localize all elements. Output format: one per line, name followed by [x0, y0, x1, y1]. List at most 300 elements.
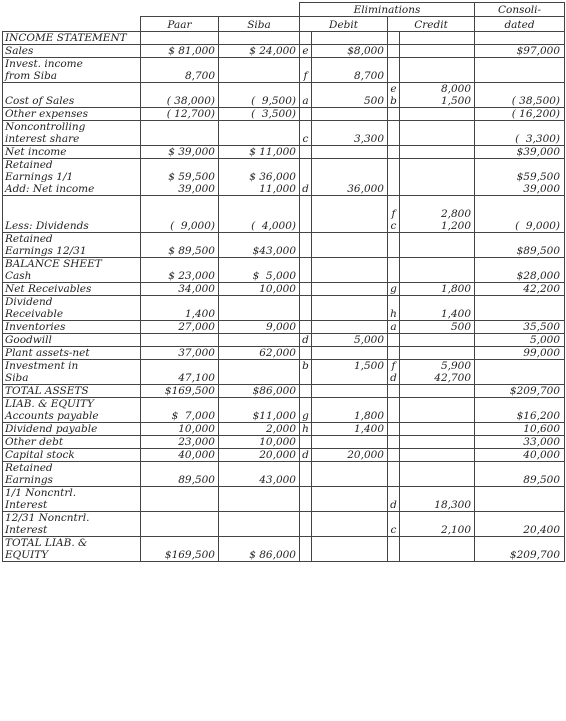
- credit-entry-key: [388, 436, 400, 449]
- row-label: [3, 196, 141, 233]
- siba-value: [219, 512, 300, 537]
- credit-entry-key: [388, 347, 400, 360]
- siba-value: [219, 398, 300, 423]
- row-label-line: LIAB. & EQUITY: [5, 398, 94, 410]
- paar-value: [141, 258, 219, 283]
- credit-entry-key: [388, 146, 400, 159]
- table-row: [3, 108, 565, 121]
- consolidated-value-line: $59,500: [516, 171, 561, 183]
- paar-value-line: $169,500: [164, 385, 215, 397]
- consolidated-value-line: 40,000: [523, 449, 561, 461]
- debit-value: [312, 398, 388, 423]
- credit-entry-key: [388, 512, 400, 537]
- row-label-line: Capital stock: [5, 449, 75, 461]
- credit-value: [400, 385, 475, 398]
- table-row: [3, 159, 565, 196]
- consolidated-value-line: 39,000: [523, 183, 561, 195]
- consolidated-value: [475, 347, 565, 360]
- paar-value-line: ( 9,000): [170, 220, 215, 232]
- debit-entry-key: [300, 449, 312, 462]
- row-label-line: Interest: [5, 524, 48, 536]
- row-label: [3, 296, 141, 321]
- table-row: [3, 347, 565, 360]
- consolidated-value: [475, 159, 565, 196]
- row-label-line: Interest: [5, 499, 48, 511]
- paar-value: [141, 146, 219, 159]
- credit-entry-key: [388, 462, 400, 487]
- siba-value: [219, 121, 300, 146]
- consolidated-value: [475, 146, 565, 159]
- credit-value: [400, 436, 475, 449]
- debit-entry-key-line: g: [302, 410, 309, 422]
- consolidated-value-line: 5,000: [529, 334, 561, 346]
- row-label: [3, 385, 141, 398]
- consolidated-value: [475, 487, 565, 512]
- paar-value: [141, 537, 219, 562]
- consolidated-value: [475, 196, 565, 233]
- consolidated-value: [475, 121, 565, 146]
- paar-value-line: 27,000: [178, 321, 215, 333]
- paar-value-line: 40,000: [178, 449, 215, 461]
- row-label-line: Earnings: [5, 474, 53, 486]
- consolidated-value-line: 35,500: [523, 321, 561, 333]
- credit-entry-key-line: e: [390, 83, 397, 95]
- row-label-line: Plant assets-net: [5, 347, 90, 359]
- debit-entry-key-line: c: [302, 133, 309, 145]
- row-label-line: Retained: [5, 159, 53, 171]
- row-label: [3, 233, 141, 258]
- siba-value: [219, 537, 300, 562]
- table-row: [3, 385, 565, 398]
- credit-value: [400, 283, 475, 296]
- debit-entry-key: [300, 537, 312, 562]
- header-debit: Debit: [300, 17, 388, 32]
- row-label: [3, 462, 141, 487]
- table-row: [3, 83, 565, 108]
- paar-value-line: $ 23,000: [168, 270, 215, 282]
- debit-entry-key-line: d: [302, 183, 309, 195]
- credit-value: [400, 121, 475, 146]
- table-row: [3, 398, 565, 423]
- credit-value: [400, 512, 475, 537]
- credit-entry-key: [388, 159, 400, 196]
- debit-value: [312, 258, 388, 283]
- header-consolidated-line2: dated: [475, 17, 565, 32]
- debit-entry-key-line: d: [302, 334, 309, 346]
- debit-entry-key: [300, 159, 312, 196]
- siba-value: [219, 108, 300, 121]
- row-label: [3, 334, 141, 347]
- debit-value-line: 8,700: [353, 70, 384, 82]
- table-row: [3, 146, 565, 159]
- row-label-line: Siba: [5, 372, 29, 384]
- debit-entry-key-line: b: [302, 360, 309, 372]
- table-row: [3, 283, 565, 296]
- debit-value-line: 1,800: [353, 410, 384, 422]
- credit-value: [400, 258, 475, 283]
- credit-entry-key: [388, 487, 400, 512]
- siba-value-line: $ 36,000: [249, 171, 296, 183]
- debit-value: [312, 58, 388, 83]
- siba-value-line: $ 11,000: [249, 146, 296, 158]
- debit-value-line: 5,000: [353, 334, 384, 346]
- debit-entry-key: [300, 360, 312, 385]
- row-label-line: 12/31 Noncntrl.: [5, 512, 90, 524]
- paar-value: [141, 398, 219, 423]
- siba-value-line: ( 3,500): [251, 108, 296, 120]
- debit-value: [312, 385, 388, 398]
- paar-value: [141, 360, 219, 385]
- paar-value-line: $ 7,000: [171, 410, 215, 422]
- credit-value: [400, 159, 475, 196]
- debit-entry-key: [300, 321, 312, 334]
- table-row: [3, 512, 565, 537]
- row-label: [3, 398, 141, 423]
- credit-entry-key-line: f: [391, 208, 396, 220]
- debit-value: [312, 436, 388, 449]
- table-row: [3, 258, 565, 283]
- debit-entry-key: [300, 58, 312, 83]
- paar-value: [141, 423, 219, 436]
- credit-entry-key: [388, 296, 400, 321]
- siba-value: [219, 296, 300, 321]
- debit-value: [312, 283, 388, 296]
- row-label-line: 1/1 Noncntrl.: [5, 487, 77, 499]
- consolidated-value: [475, 32, 565, 45]
- consolidated-value: [475, 334, 565, 347]
- row-label: [3, 423, 141, 436]
- debit-entry-key-line: d: [302, 449, 309, 461]
- consolidated-value-line: 20,400: [523, 524, 561, 536]
- row-label: [3, 121, 141, 146]
- credit-value: [400, 462, 475, 487]
- consolidated-value: [475, 258, 565, 283]
- debit-entry-key-line: f: [303, 70, 308, 82]
- row-label: [3, 159, 141, 196]
- credit-entry-key: [388, 58, 400, 83]
- paar-value: [141, 45, 219, 58]
- row-label: [3, 449, 141, 462]
- debit-entry-key: [300, 385, 312, 398]
- credit-entry-key: [388, 83, 400, 108]
- debit-value: [312, 159, 388, 196]
- credit-entry-key: [388, 233, 400, 258]
- credit-entry-key: [388, 398, 400, 423]
- debit-value: [312, 512, 388, 537]
- paar-value: [141, 83, 219, 108]
- paar-value: [141, 347, 219, 360]
- paar-value: [141, 159, 219, 196]
- header-siba-spacer: [219, 3, 300, 17]
- paar-value: [141, 334, 219, 347]
- header-credit: Credit: [388, 17, 475, 32]
- debit-entry-key: [300, 423, 312, 436]
- debit-value: [312, 32, 388, 45]
- debit-value: [312, 196, 388, 233]
- credit-value: [400, 423, 475, 436]
- credit-entry-key: [388, 321, 400, 334]
- paar-value: [141, 233, 219, 258]
- credit-entry-key-line: b: [390, 95, 397, 107]
- siba-value-line: $11,000: [252, 410, 296, 422]
- consolidated-value: [475, 233, 565, 258]
- row-label-line: BALANCE SHEET: [5, 258, 102, 270]
- row-label: [3, 436, 141, 449]
- consolidated-value: [475, 537, 565, 562]
- header-eliminations: Eliminations: [300, 3, 475, 17]
- debit-entry-key: [300, 436, 312, 449]
- table-row: [3, 321, 565, 334]
- credit-value: [400, 233, 475, 258]
- credit-entry-key-line: c: [390, 524, 397, 536]
- consolidated-value: [475, 462, 565, 487]
- consolidated-value-line: $209,700: [509, 385, 561, 397]
- siba-value-line: $ 86,000: [249, 549, 296, 561]
- row-label-line: Investment in: [5, 360, 79, 372]
- table-row: [3, 487, 565, 512]
- header-paar: Paar: [141, 17, 219, 32]
- siba-value-line: 11,000: [259, 183, 296, 195]
- credit-entry-key: [388, 108, 400, 121]
- consolidation-worksheet: [2, 2, 565, 562]
- row-label-line: Other debt: [5, 436, 64, 448]
- paar-value: [141, 321, 219, 334]
- credit-entry-key-line: g: [390, 283, 397, 295]
- debit-entry-key-line: h: [302, 423, 309, 435]
- row-label-line: TOTAL LIAB. &: [5, 537, 88, 549]
- debit-entry-key: [300, 146, 312, 159]
- row-label: [3, 283, 141, 296]
- credit-entry-key: [388, 258, 400, 283]
- row-label-line: Net income: [5, 146, 67, 158]
- debit-value-line: 20,000: [347, 449, 384, 461]
- debit-entry-key: [300, 258, 312, 283]
- paar-value-line: 39,000: [178, 183, 215, 195]
- debit-entry-key: [300, 121, 312, 146]
- row-label-line: Dividend: [5, 296, 53, 308]
- consolidated-value-line: $28,000: [516, 270, 561, 282]
- paar-value: [141, 58, 219, 83]
- paar-value: [141, 108, 219, 121]
- row-label: [3, 108, 141, 121]
- row-label-line: Goodwill: [5, 334, 52, 346]
- paar-value-line: 10,000: [178, 423, 215, 435]
- debit-entry-key: [300, 108, 312, 121]
- row-label: [3, 45, 141, 58]
- credit-entry-key: [388, 423, 400, 436]
- debit-entry-key: [300, 196, 312, 233]
- table-row: [3, 360, 565, 385]
- credit-entry-key: [388, 385, 400, 398]
- siba-value-line: 2,000: [265, 423, 296, 435]
- debit-value: [312, 108, 388, 121]
- siba-value: [219, 334, 300, 347]
- paar-value: [141, 436, 219, 449]
- paar-value: [141, 296, 219, 321]
- table-row: [3, 423, 565, 436]
- debit-entry-key: [300, 347, 312, 360]
- credit-value: [400, 334, 475, 347]
- paar-value-line: 47,100: [178, 372, 215, 384]
- siba-value: [219, 360, 300, 385]
- credit-value: [400, 32, 475, 45]
- paar-value-line: $ 81,000: [168, 45, 215, 57]
- credit-value: [400, 196, 475, 233]
- credit-value: [400, 449, 475, 462]
- credit-entry-key: [388, 283, 400, 296]
- siba-value-line: $ 24,000: [249, 45, 296, 57]
- siba-value-line: ( 4,000): [251, 220, 296, 232]
- consolidated-value: [475, 423, 565, 436]
- credit-value: [400, 146, 475, 159]
- debit-value: [312, 321, 388, 334]
- credit-entry-key-line: d: [390, 372, 397, 384]
- credit-value-line: 8,000: [440, 83, 472, 95]
- credit-entry-key: [388, 121, 400, 146]
- siba-value: [219, 283, 300, 296]
- consolidated-value-line: ( 16,200): [511, 108, 561, 120]
- consolidated-value-line: $16,200: [516, 410, 561, 422]
- header-label-spacer: [3, 17, 141, 32]
- consolidated-value: [475, 398, 565, 423]
- credit-entry-key-line: f: [391, 360, 396, 372]
- consolidated-value: [475, 283, 565, 296]
- consolidated-value: [475, 321, 565, 334]
- credit-entry-key-line: c: [390, 220, 397, 232]
- paar-value: [141, 32, 219, 45]
- table-row: [3, 45, 565, 58]
- debit-entry-key-line: a: [302, 95, 309, 107]
- consolidated-value-line: ( 3,300): [515, 133, 561, 145]
- paar-value-line: ( 12,700): [166, 108, 215, 120]
- consolidated-value: [475, 108, 565, 121]
- credit-value: [400, 83, 475, 108]
- paar-value-line: ( 38,000): [166, 95, 215, 107]
- credit-value-line: 5,900: [440, 360, 472, 372]
- consolidated-value: [475, 58, 565, 83]
- table-row: [3, 462, 565, 487]
- siba-value-line: $ 5,000: [252, 270, 296, 282]
- credit-entry-key: [388, 360, 400, 385]
- siba-value: [219, 83, 300, 108]
- table-row: [3, 436, 565, 449]
- debit-value: [312, 233, 388, 258]
- siba-value: [219, 258, 300, 283]
- credit-entry-key: [388, 334, 400, 347]
- debit-value: [312, 296, 388, 321]
- consolidated-value: [475, 83, 565, 108]
- credit-value-line: 1,800: [440, 283, 472, 295]
- credit-entry-key: [388, 449, 400, 462]
- row-label: [3, 321, 141, 334]
- row-label-line: Net Receivables: [5, 283, 92, 295]
- debit-entry-key: [300, 32, 312, 45]
- table-row: [3, 296, 565, 321]
- debit-value: [312, 347, 388, 360]
- debit-value: [312, 462, 388, 487]
- siba-value-line: 62,000: [259, 347, 296, 359]
- row-label-line: Accounts payable: [5, 410, 99, 422]
- consolidated-value-line: 42,200: [523, 283, 561, 295]
- credit-entry-key-line: a: [390, 321, 397, 333]
- paar-value: [141, 196, 219, 233]
- credit-value-line: 2,100: [440, 524, 472, 536]
- paar-value-line: 8,700: [184, 70, 215, 82]
- credit-value-line: 42,700: [434, 372, 472, 384]
- row-label-line: Sales: [5, 45, 34, 57]
- credit-value-line: 1,500: [440, 95, 472, 107]
- consolidated-value: [475, 436, 565, 449]
- debit-entry-key: [300, 283, 312, 296]
- table-row: [3, 58, 565, 83]
- credit-value-line: 1,200: [440, 220, 472, 232]
- debit-entry-key-line: e: [302, 45, 309, 57]
- debit-value: [312, 45, 388, 58]
- siba-value: [219, 58, 300, 83]
- debit-value-line: 1,400: [353, 423, 384, 435]
- consolidated-value: [475, 360, 565, 385]
- siba-value: [219, 321, 300, 334]
- row-label-line: Earnings 1/1: [5, 171, 74, 183]
- paar-value-line: $ 39,000: [168, 146, 215, 158]
- consolidated-value-line: $39,000: [516, 146, 561, 158]
- credit-value: [400, 537, 475, 562]
- debit-entry-key: [300, 334, 312, 347]
- paar-value: [141, 449, 219, 462]
- debit-entry-key: [300, 462, 312, 487]
- debit-value: [312, 487, 388, 512]
- debit-entry-key: [300, 45, 312, 58]
- consolidated-value-line: 33,000: [523, 436, 561, 448]
- paar-value-line: 23,000: [178, 436, 215, 448]
- siba-value-line: 9,000: [265, 321, 296, 333]
- table-row: [3, 233, 565, 258]
- table-row: [3, 196, 565, 233]
- row-label-line: Noncontrolling: [5, 121, 86, 133]
- paar-value-line: $ 89,500: [168, 245, 215, 257]
- consolidated-value-line: $97,000: [516, 45, 561, 57]
- siba-value-line: 43,000: [259, 474, 296, 486]
- row-label: [3, 487, 141, 512]
- paar-value: [141, 385, 219, 398]
- paar-value: [141, 462, 219, 487]
- siba-value: [219, 233, 300, 258]
- row-label-line: Less: Dividends: [5, 220, 89, 232]
- credit-value: [400, 58, 475, 83]
- header-consolidated-line1: Consoli-: [475, 3, 565, 17]
- paar-value-line: 89,500: [178, 474, 215, 486]
- debit-value: [312, 537, 388, 562]
- paar-value-line: $ 59,500: [168, 171, 215, 183]
- credit-entry-key: [388, 537, 400, 562]
- row-label: [3, 58, 141, 83]
- table-row: [3, 334, 565, 347]
- siba-value: [219, 436, 300, 449]
- consolidated-value-line: ( 38,500): [511, 95, 561, 107]
- paar-value: [141, 487, 219, 512]
- debit-value: [312, 146, 388, 159]
- siba-value: [219, 423, 300, 436]
- debit-value: [312, 83, 388, 108]
- row-label: [3, 347, 141, 360]
- row-label-line: INCOME STATEMENT: [5, 32, 127, 44]
- row-label-line: EQUITY: [5, 549, 49, 561]
- row-label: [3, 258, 141, 283]
- worksheet-body: [3, 32, 565, 562]
- credit-value-line: 2,800: [440, 208, 472, 220]
- header-corner: [3, 3, 141, 17]
- credit-value-line: 500: [450, 321, 472, 333]
